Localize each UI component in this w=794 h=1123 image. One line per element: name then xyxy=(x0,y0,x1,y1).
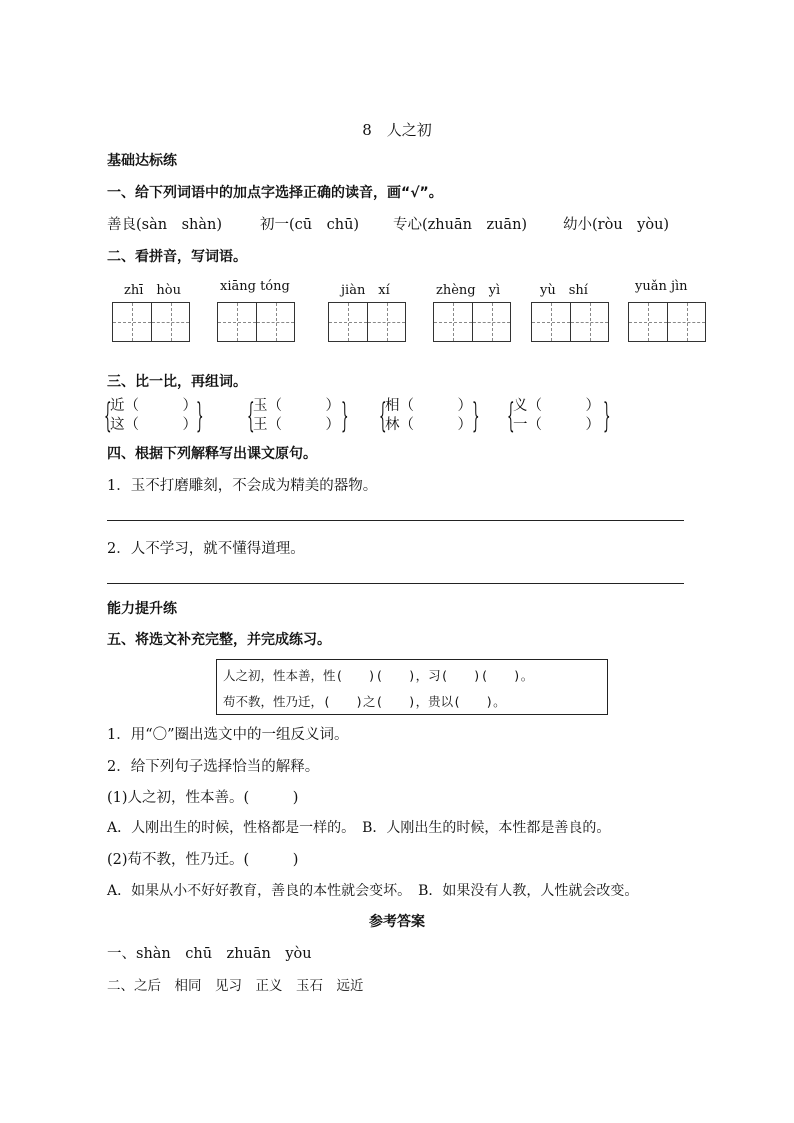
question-2-heading: 二、看拼音，写词语。 xyxy=(107,249,247,265)
q2-pinyin: zhèng yì xyxy=(436,283,501,298)
q2-pinyin: xiāng tóng xyxy=(220,279,290,294)
passage-box xyxy=(216,659,608,715)
section-heading-ability: 能力提升练 xyxy=(107,601,177,617)
right-brace: } xyxy=(341,396,349,436)
q1-option: 幼小(ròu yòu) xyxy=(563,217,670,233)
q2-pinyin: jiàn xí xyxy=(341,283,390,298)
section-heading-basic: 基础达标练 xyxy=(107,153,177,169)
q4-item: 1．玉不打磨雕刻，不会成为精美的器物。 xyxy=(107,478,378,494)
writing-grid[interactable] xyxy=(328,302,406,342)
q5-options: A．如果从小不好好教育，善良的本性就会变坏。 B．如果没有人教，人性就会改变。 xyxy=(107,883,639,899)
pair-bottom: 一（ ） xyxy=(513,417,600,433)
q1-option: 善良(sàn shàn) xyxy=(107,217,223,233)
q1-option: 初一(cū chū) xyxy=(260,217,360,233)
writing-grid[interactable] xyxy=(531,302,609,342)
compare-pair xyxy=(507,396,611,436)
q2-pinyin: yù shí xyxy=(540,283,588,298)
writing-grid[interactable] xyxy=(433,302,511,342)
compare-pair xyxy=(379,396,480,436)
q5-options: A．人刚出生的时候，性格都是一样的。 B．人刚出生的时候，本性都是善良的。 xyxy=(107,820,611,836)
answer-line-2: 二、之后 相同 见习 正义 玉石 远近 xyxy=(107,978,364,994)
left-brace: { xyxy=(507,396,515,436)
writing-grid[interactable] xyxy=(217,302,295,342)
question-4-heading: 四、根据下列解释写出课文原句。 xyxy=(107,446,317,462)
compare-pair xyxy=(104,396,204,436)
answer-line[interactable] xyxy=(107,583,684,584)
left-brace: { xyxy=(379,396,387,436)
q5-sub-question: 1．用“〇”圈出选文中的一组反义词。 xyxy=(107,727,349,743)
question-1-heading: 一、给下列词语中的加点字选择正确的读音，画“√”。 xyxy=(107,185,443,201)
q5-sub-item: (1)人之初，性本善。( ) xyxy=(107,790,299,806)
pair-bottom: 这（ ） xyxy=(110,417,197,433)
left-brace: { xyxy=(247,396,255,436)
question-3-heading: 三、比一比，再组词。 xyxy=(107,374,247,390)
answers-heading: 参考答案 xyxy=(369,914,425,930)
right-brace: } xyxy=(472,396,480,436)
writing-grid[interactable] xyxy=(112,302,190,342)
right-brace: } xyxy=(603,396,611,436)
q5-sub-question: 2．给下列句子选择恰当的解释。 xyxy=(107,759,320,775)
q1-option: 专心(zhuān zuān) xyxy=(393,217,528,233)
q2-pinyin: yuǎn jìn xyxy=(635,279,688,294)
q2-pinyin: zhī hòu xyxy=(124,283,181,298)
passage-line: 苟不教，性乃迁，( )之( )，贵以( )。 xyxy=(223,694,506,709)
q5-sub-item: (2)苟不教，性乃迁。( ) xyxy=(107,852,299,868)
pair-top: 义（ ） xyxy=(513,398,600,414)
pair-bottom: 林（ ） xyxy=(385,417,472,433)
left-brace: { xyxy=(104,396,112,436)
page-title: 8 人之初 xyxy=(362,121,432,139)
pair-top: 相（ ） xyxy=(385,398,472,414)
pair-bottom: 王（ ） xyxy=(253,417,340,433)
pair-top: 近（ ） xyxy=(110,398,197,414)
pair-top: 玉（ ） xyxy=(253,398,340,414)
compare-pair xyxy=(247,396,349,436)
answer-line-1: 一、shàn chū zhuān yòu xyxy=(107,946,312,962)
passage-line: 人之初，性本善，性( )( )，习( )( )。 xyxy=(223,668,534,683)
writing-grid[interactable] xyxy=(628,302,706,342)
question-5-heading: 五、将选文补充完整，并完成练习。 xyxy=(107,632,331,648)
right-brace: } xyxy=(196,396,204,436)
q4-item: 2．人不学习，就不懂得道理。 xyxy=(107,541,305,557)
answer-line[interactable] xyxy=(107,520,684,521)
